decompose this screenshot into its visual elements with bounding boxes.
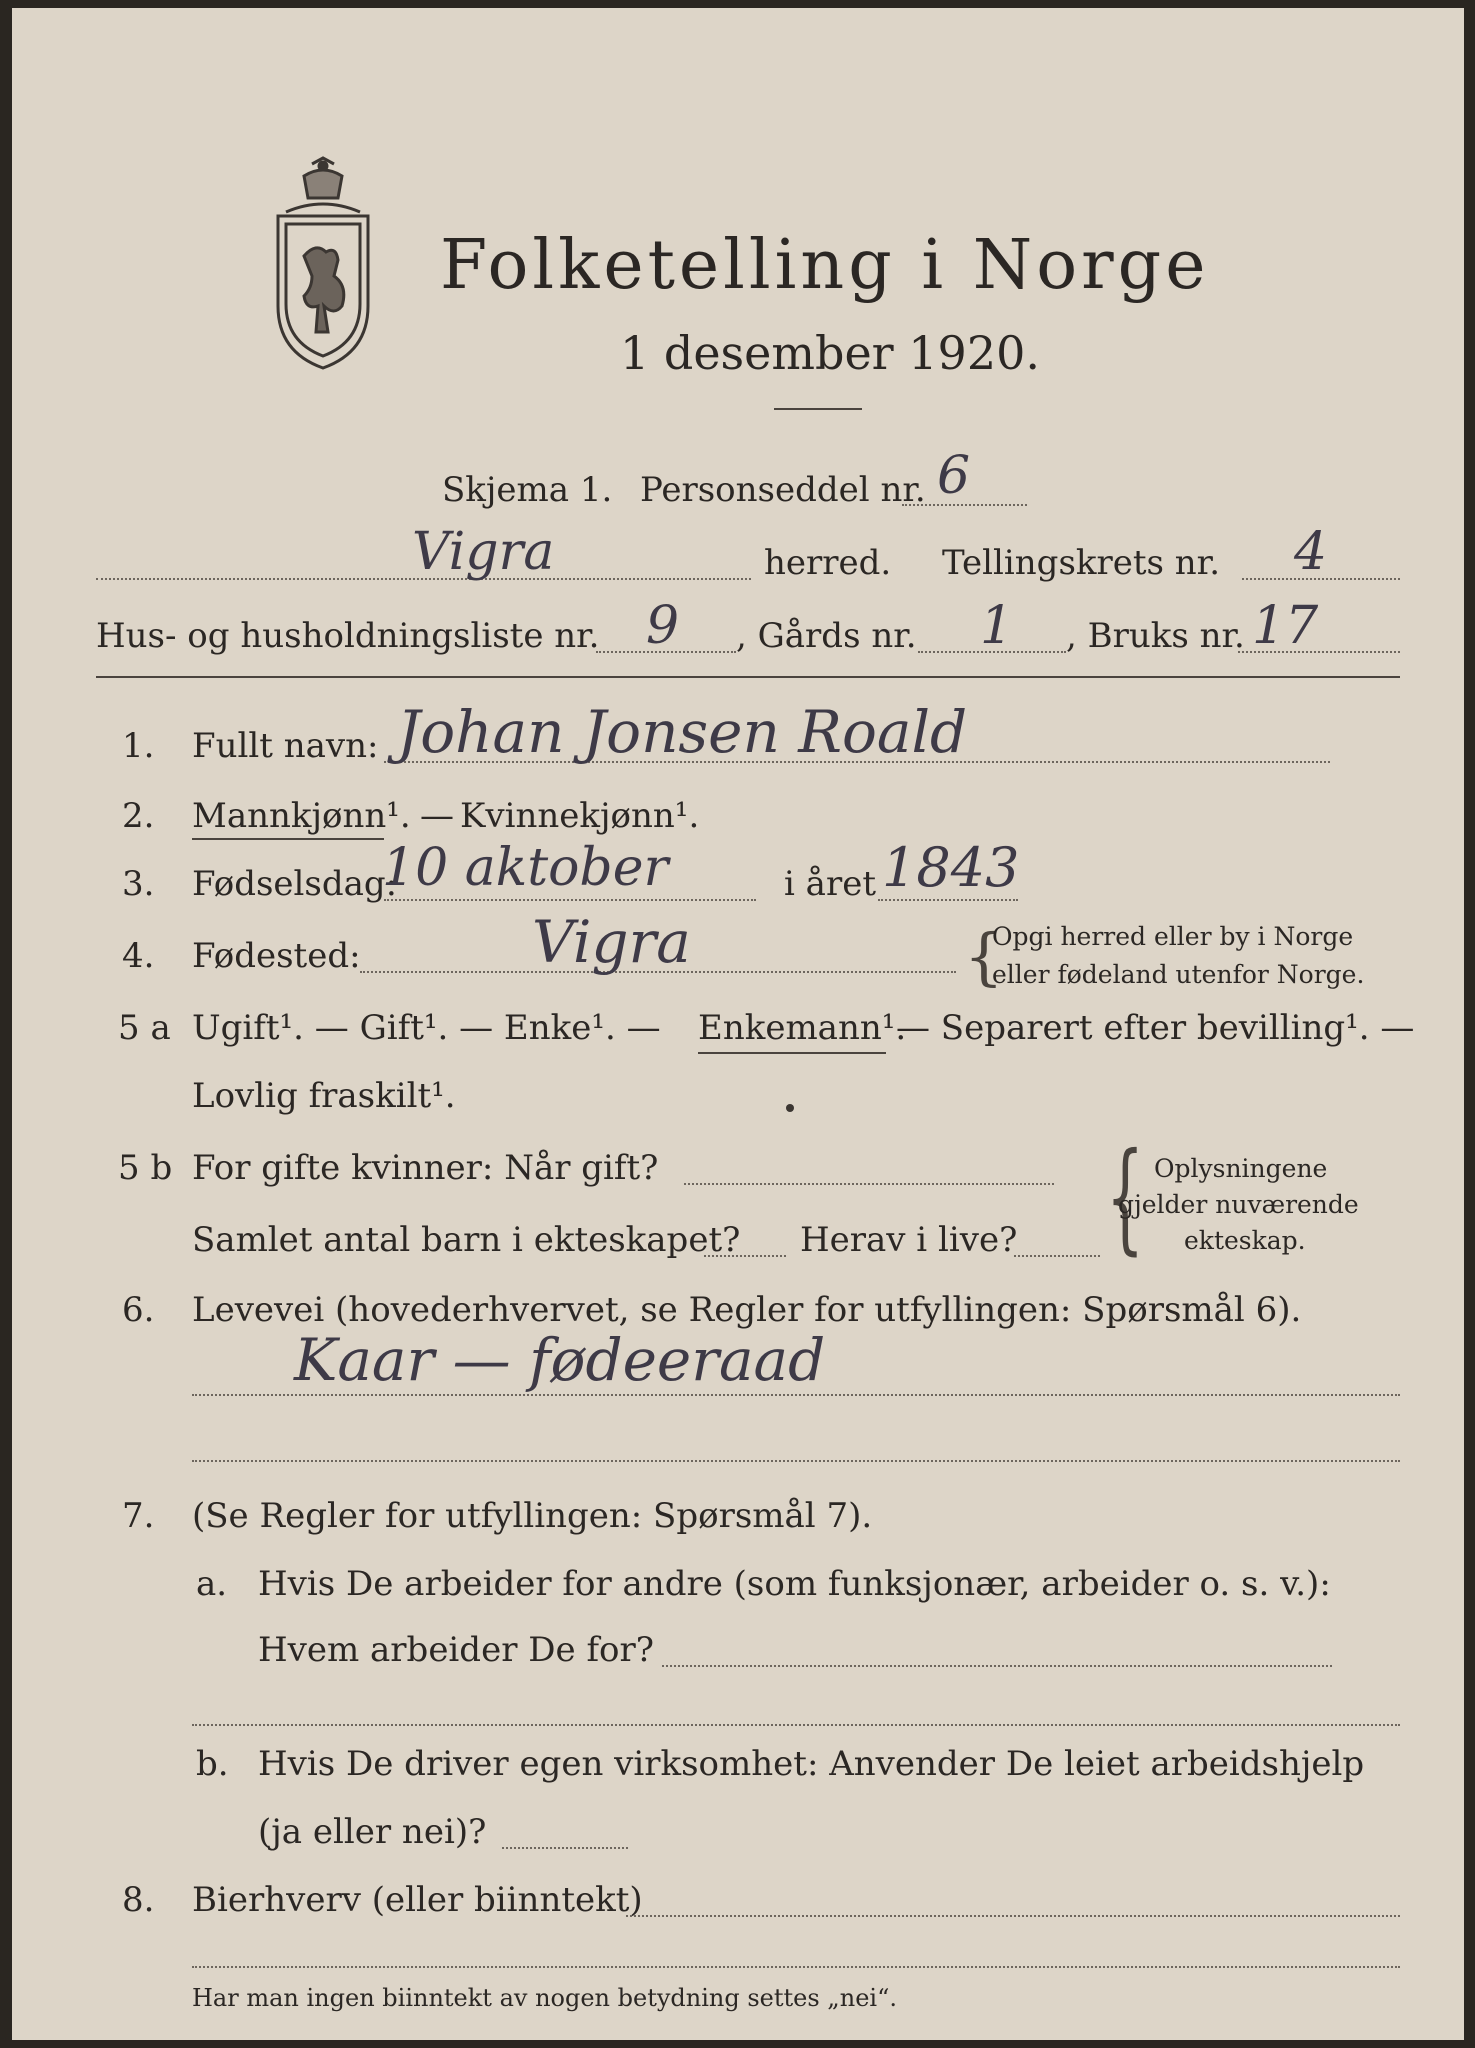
q3-number: 3.: [122, 864, 155, 904]
q7a-text: Hvis De arbeider for andre (som funksjonær, arbeider o. s. v.):: [258, 1564, 1331, 1604]
q1-number: 1.: [122, 726, 155, 766]
q7-number: 7.: [122, 1496, 155, 1536]
q7b-question: (ja eller nei)?: [258, 1812, 487, 1852]
marriage-date-field[interactable]: [684, 1183, 1054, 1185]
q8-number: 8.: [122, 1880, 155, 1920]
children-count-field[interactable]: [704, 1255, 786, 1257]
q4-label: Fødested:: [192, 936, 361, 976]
side-income-field-2[interactable]: [192, 1966, 1400, 1968]
male-underline: [192, 838, 384, 840]
skjema-label: Skjema 1.: [442, 470, 613, 510]
form-title: Folketelling i Norge: [440, 226, 1210, 305]
bruks-label: , Bruks nr.: [1066, 616, 1245, 656]
personseddel-label: Personseddel nr.: [640, 470, 926, 510]
birth-year-field[interactable]: [878, 899, 1018, 901]
q5b-brace: {: [1106, 1128, 1145, 1267]
occupation-field-2[interactable]: [192, 1460, 1400, 1462]
coat-of-arms-icon: [264, 156, 382, 376]
q5b-note-3: ekteskap.: [1184, 1226, 1306, 1255]
title-rule: [774, 408, 862, 410]
census-date: 1 desember 1920.: [620, 326, 1040, 380]
occupation-value: Kaar — fødeeraad: [294, 1326, 826, 1394]
q1-label: Fullt navn:: [192, 726, 379, 766]
birthplace-value: Vigra: [532, 908, 691, 976]
herred-value: Vigra: [412, 522, 555, 582]
birth-year-value: 1843: [882, 836, 1020, 899]
q5a-number: 5 a: [118, 1008, 171, 1048]
bruks-value: 17: [1252, 596, 1319, 656]
birthday-value: 10 aktober: [382, 838, 669, 898]
gards-label: , Gårds nr.: [736, 616, 917, 656]
q6-number: 6.: [122, 1290, 155, 1330]
ink-dot: [786, 1104, 794, 1112]
occupation-field[interactable]: [192, 1394, 1400, 1396]
census-form: [12, 8, 1464, 2040]
widower-underline: [698, 1052, 886, 1054]
q7a-letter: a.: [196, 1564, 228, 1604]
q2-number: 2.: [122, 796, 155, 836]
q6-label: Levevei (hovederhvervet, se Regler for utfyllingen: Spørsmål 6).: [192, 1290, 1302, 1330]
side-income-field[interactable]: [626, 1915, 1400, 1917]
birthday-field[interactable]: [384, 899, 756, 901]
q7b-letter: b.: [196, 1744, 229, 1784]
q5b-note-1: Oplysningene: [1154, 1154, 1328, 1183]
q4-note-2: eller fødeland utenfor Norge.: [992, 960, 1365, 989]
q4-note-1: Opgi herred eller by i Norge: [992, 922, 1354, 951]
hired-help-field[interactable]: [502, 1847, 628, 1849]
q7b-text: Hvis De driver egen virksomhet: Anvender De leiet arbeidshjelp: [258, 1744, 1365, 1784]
q7a-question: Hvem arbeider De for?: [258, 1630, 654, 1670]
marital-options-post[interactable]: — Separert efter bevilling¹. —: [896, 1008, 1415, 1048]
employer-field-2[interactable]: [192, 1724, 1400, 1726]
header-divider: [96, 676, 1400, 678]
year-label: i året: [784, 864, 876, 904]
q3-label: Fødselsdag:: [192, 864, 398, 904]
tellingskrets-label: Tellingskrets nr.: [942, 543, 1221, 583]
q5b-note-2: gjelder nuværende: [1118, 1190, 1359, 1219]
female-option[interactable]: Kvinnekjønn¹.: [460, 796, 700, 836]
q2-separator: —: [420, 796, 454, 836]
tellingskrets-value: 4: [1294, 522, 1328, 582]
full-name-value: Johan Jonsen Roald: [397, 698, 968, 766]
children-alive-field[interactable]: [1014, 1255, 1100, 1257]
herred-label: herred.: [764, 543, 892, 583]
employer-field[interactable]: [662, 1665, 1332, 1667]
divorced-option[interactable]: Lovlig fraskilt¹.: [192, 1076, 456, 1116]
q5b-label-children: Samlet antal barn i ekteskapet?: [192, 1220, 741, 1260]
q5b-label-when: For gifte kvinner: Når gift?: [192, 1148, 659, 1188]
q4-brace: {: [964, 920, 1004, 993]
q5b-number: 5 b: [118, 1148, 173, 1188]
male-option[interactable]: Mannkjønn¹.: [192, 796, 411, 836]
husliste-label: Hus- og husholdningsliste nr.: [96, 616, 600, 656]
q7-label: (Se Regler for utfyllingen: Spørsmål 7).: [192, 1496, 873, 1536]
gards-value: 1: [980, 596, 1014, 656]
footer-note: Har man ingen biinntekt av nogen betydning settes „nei“.: [192, 1984, 897, 2012]
husliste-value: 9: [646, 596, 680, 656]
marital-options-pre[interactable]: Ugift¹. — Gift¹. — Enke¹. —: [192, 1008, 661, 1048]
q4-number: 4.: [122, 936, 155, 976]
q8-label: Bierhverv (eller biinntekt): [192, 1880, 643, 1920]
widower-option[interactable]: Enkemann¹.: [698, 1008, 907, 1048]
personseddel-value: 6: [937, 446, 971, 506]
q5b-label-alive: Herav i live?: [800, 1220, 1018, 1260]
